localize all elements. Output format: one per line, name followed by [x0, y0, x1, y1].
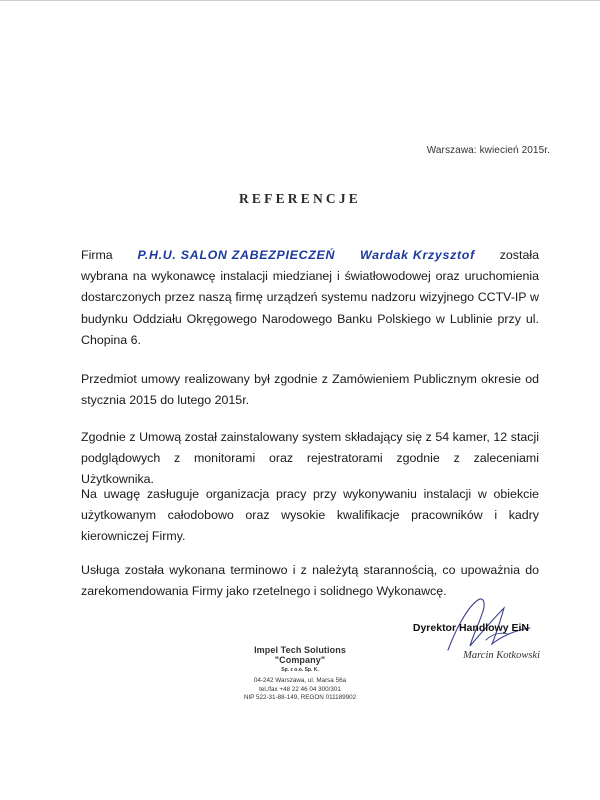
- firm-word: Firma: [81, 248, 113, 262]
- signer-name: Marcin Kotkowski: [463, 650, 540, 661]
- stamp-address: 04-242 Warszawa, ul. Marsa 56a: [253, 677, 347, 684]
- paragraph-intro: [81, 245, 539, 351]
- firm-name: P.H.U. SALON ZABEZPIECZEŃ: [137, 248, 336, 262]
- paragraph-contract: Przedmiot umowy realizowany był zgodnie z Zamówieniem Publicznym okresie od stycznia 2015 do lutego 2015r.: [81, 372, 539, 408]
- letter-title: REFERENCJE: [238, 191, 361, 206]
- top-edge-line: [0, 0, 600, 1]
- paragraph-intro-rest: wybrana na wykonawcę instalacji miedzianej i światłowodowej oraz uruchomienia dostarczonych przez naszą firmę urządzeń systemu nadzoru wizyjnego CCTV-IP w budynku Oddziału Okręgowego Narodowego Banku Polskiego w Lublinie przy ul. Chopina 6.: [81, 269, 539, 347]
- firm-owner: Wardak Krzysztof: [359, 248, 475, 262]
- letter-date: Warszawa: kwiecień 2015r.: [426, 145, 550, 156]
- firm-line: [81, 245, 539, 266]
- stamp-company-form: Sp. z o.o. Sp. K.: [281, 667, 319, 673]
- stamp-phone: tel./fax +48 22 46 04 300/301: [259, 685, 341, 693]
- stamp-company-name: Impel Tech Solutions "Company": [254, 645, 346, 665]
- stamp-ids: NIP 522-31-88-149, REGON 011189902: [243, 694, 357, 701]
- paragraph-system: Zgodnie z Umową został zainstalowany system składający się z 54 kamer, 12 stacji podglądowych z monitorami oraz rejestratorami zgodnie z zaleceniami Użytkownika.: [81, 430, 539, 487]
- paragraph-recommendation: Usługa została wykonana terminowo i z należytą starannością, co upoważnia do zarekomendowania Firmy jako rzetelnego i solidnego Wykonawcę.: [81, 563, 539, 599]
- signer-title: Dyrektor Handlowy EiN: [412, 622, 529, 634]
- company-stamp: [230, 645, 370, 703]
- became-word: została: [499, 248, 539, 262]
- paragraph-organization: Na uwagę zasługuje organizacja pracy przy wykonywaniu instalacji w obiekcie użytkowanym całodobowo oraz wysokie kwalifikacje pracowników i kadry kierowniczej Firmy.: [81, 487, 539, 544]
